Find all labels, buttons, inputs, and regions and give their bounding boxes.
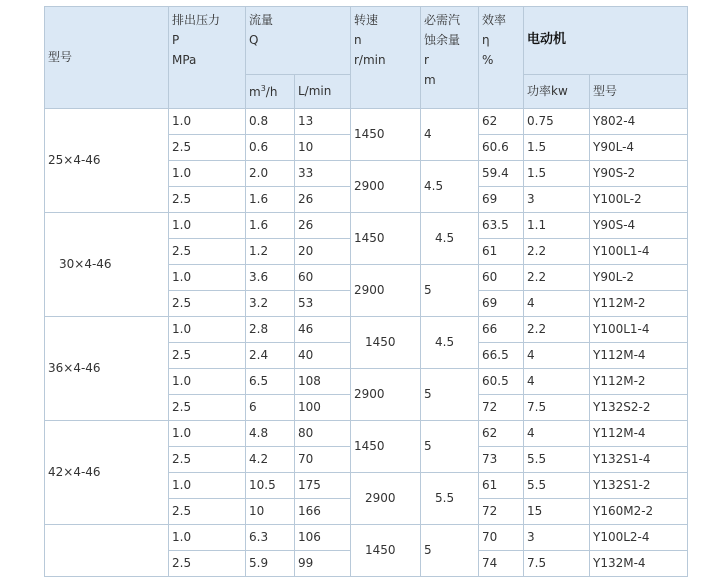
efficiency-cell: 66.5 <box>479 343 524 369</box>
header-motor-power: 功率kw <box>524 75 590 109</box>
model-cell: 25×4-46 <box>45 109 169 213</box>
motor-power-cell: 3 <box>524 525 590 551</box>
pump-spec-table <box>44 6 688 577</box>
table-row <box>45 317 688 343</box>
motor-model-cell: Y132S2-2 <box>590 395 688 421</box>
motor-model-cell: Y100L2-4 <box>590 525 688 551</box>
flow-m3h-cell: 1.2 <box>246 239 295 265</box>
speed-cell: 1450 <box>351 525 421 577</box>
npsh-cell: 4 <box>421 109 479 161</box>
model-cell <box>45 525 169 577</box>
motor-power-cell: 7.5 <box>524 551 590 577</box>
flow-m3h-cell: 2.4 <box>246 343 295 369</box>
efficiency-cell: 69 <box>479 187 524 213</box>
motor-model-cell: Y132S1-2 <box>590 473 688 499</box>
pressure-cell: 1.0 <box>169 525 246 551</box>
motor-power-cell: 2.2 <box>524 239 590 265</box>
speed-cell: 1450 <box>351 213 421 265</box>
npsh-cell: 4.5 <box>421 317 479 369</box>
motor-power-cell: 4 <box>524 369 590 395</box>
motor-model-cell: Y112M-4 <box>590 343 688 369</box>
efficiency-cell: 60.5 <box>479 369 524 395</box>
motor-model-cell: Y112M-4 <box>590 421 688 447</box>
flow-m3h-cell: 3.2 <box>246 291 295 317</box>
efficiency-cell: 60.6 <box>479 135 524 161</box>
flow-lmin-cell: 53 <box>295 291 351 317</box>
flow-m3h-cell: 0.8 <box>246 109 295 135</box>
pressure-cell: 1.0 <box>169 265 246 291</box>
flow-m3h-cell: 1.6 <box>246 187 295 213</box>
flow-m3h-cell: 10.5 <box>246 473 295 499</box>
speed-cell: 2900 <box>351 473 421 525</box>
speed-cell: 1450 <box>351 317 421 369</box>
pressure-cell: 2.5 <box>169 447 246 473</box>
pressure-cell: 1.0 <box>169 213 246 239</box>
flow-lmin-cell: 99 <box>295 551 351 577</box>
pressure-cell: 1.0 <box>169 317 246 343</box>
motor-model-cell: Y112M-2 <box>590 369 688 395</box>
flow-m3h-cell: 0.6 <box>246 135 295 161</box>
header-motor: 电动机 <box>524 7 688 75</box>
npsh-cell: 4.5 <box>421 161 479 213</box>
flow-lmin-cell: 60 <box>295 265 351 291</box>
motor-power-cell: 2.2 <box>524 265 590 291</box>
flow-m3h-cell: 4.2 <box>246 447 295 473</box>
npsh-cell: 5.5 <box>421 473 479 525</box>
speed-cell: 2900 <box>351 265 421 317</box>
flow-lmin-cell: 10 <box>295 135 351 161</box>
motor-power-cell: 0.75 <box>524 109 590 135</box>
efficiency-cell: 66 <box>479 317 524 343</box>
flow-m3h-cell: 6.3 <box>246 525 295 551</box>
motor-power-cell: 2.2 <box>524 317 590 343</box>
motor-power-cell: 4 <box>524 291 590 317</box>
flow-lmin-cell: 33 <box>295 161 351 187</box>
motor-model-cell: Y112M-2 <box>590 291 688 317</box>
model-cell: 30×4-46 <box>45 213 169 317</box>
table-row <box>45 109 688 135</box>
flow-lmin-cell: 20 <box>295 239 351 265</box>
table-row <box>45 525 688 551</box>
npsh-cell: 5 <box>421 421 479 473</box>
pressure-cell: 2.5 <box>169 187 246 213</box>
motor-model-cell: Y90L-2 <box>590 265 688 291</box>
motor-model-cell: Y132S1-4 <box>590 447 688 473</box>
motor-power-cell: 1.1 <box>524 213 590 239</box>
npsh-cell: 5 <box>421 525 479 577</box>
speed-cell: 1450 <box>351 421 421 473</box>
efficiency-cell: 72 <box>479 499 524 525</box>
efficiency-cell: 72 <box>479 395 524 421</box>
efficiency-cell: 70 <box>479 525 524 551</box>
pressure-cell: 1.0 <box>169 421 246 447</box>
efficiency-cell: 62 <box>479 421 524 447</box>
pressure-cell: 2.5 <box>169 239 246 265</box>
header-flow-lmin: L/min <box>295 75 351 109</box>
table-row <box>45 213 688 239</box>
motor-model-cell: Y132M-4 <box>590 551 688 577</box>
efficiency-cell: 60 <box>479 265 524 291</box>
efficiency-cell: 61 <box>479 239 524 265</box>
motor-model-cell: Y160M2-2 <box>590 499 688 525</box>
flow-lmin-cell: 166 <box>295 499 351 525</box>
motor-power-cell: 5.5 <box>524 447 590 473</box>
npsh-cell: 5 <box>421 369 479 421</box>
motor-model-cell: Y90S-4 <box>590 213 688 239</box>
motor-power-cell: 1.5 <box>524 161 590 187</box>
flow-m3h-cell: 2.0 <box>246 161 295 187</box>
pressure-cell: 2.5 <box>169 395 246 421</box>
pressure-cell: 2.5 <box>169 551 246 577</box>
flow-lmin-cell: 80 <box>295 421 351 447</box>
header-motor-model: 型号 <box>590 75 688 109</box>
flow-m3h-cell: 2.8 <box>246 317 295 343</box>
flow-lmin-cell: 70 <box>295 447 351 473</box>
flow-lmin-cell: 26 <box>295 187 351 213</box>
motor-model-cell: Y90L-4 <box>590 135 688 161</box>
motor-power-cell: 1.5 <box>524 135 590 161</box>
header-speed: 转速 n r/min <box>351 7 421 109</box>
speed-cell: 2900 <box>351 161 421 213</box>
header-pressure: 排出压力 P MPa <box>169 7 246 109</box>
efficiency-cell: 61 <box>479 473 524 499</box>
header-efficiency: 效率 η % <box>479 7 524 109</box>
efficiency-cell: 69 <box>479 291 524 317</box>
motor-model-cell: Y100L1-4 <box>590 239 688 265</box>
motor-power-cell: 3 <box>524 187 590 213</box>
motor-power-cell: 4 <box>524 343 590 369</box>
flow-lmin-cell: 108 <box>295 369 351 395</box>
flow-m3h-cell: 6 <box>246 395 295 421</box>
pressure-cell: 2.5 <box>169 135 246 161</box>
motor-model-cell: Y100L1-4 <box>590 317 688 343</box>
flow-lmin-cell: 13 <box>295 109 351 135</box>
pressure-cell: 2.5 <box>169 291 246 317</box>
flow-lmin-cell: 106 <box>295 525 351 551</box>
flow-lmin-cell: 40 <box>295 343 351 369</box>
efficiency-cell: 59.4 <box>479 161 524 187</box>
efficiency-cell: 73 <box>479 447 524 473</box>
efficiency-cell: 62 <box>479 109 524 135</box>
efficiency-cell: 63.5 <box>479 213 524 239</box>
flow-m3h-cell: 6.5 <box>246 369 295 395</box>
pressure-cell: 1.0 <box>169 109 246 135</box>
flow-m3h-cell: 10 <box>246 499 295 525</box>
speed-cell: 2900 <box>351 369 421 421</box>
flow-lmin-cell: 175 <box>295 473 351 499</box>
header-model: 型号 <box>45 7 169 109</box>
motor-model-cell: Y100L-2 <box>590 187 688 213</box>
pressure-cell: 1.0 <box>169 473 246 499</box>
model-cell: 36×4-46 <box>45 317 169 421</box>
flow-lmin-cell: 100 <box>295 395 351 421</box>
motor-power-cell: 7.5 <box>524 395 590 421</box>
speed-cell: 1450 <box>351 109 421 161</box>
motor-power-cell: 15 <box>524 499 590 525</box>
efficiency-cell: 74 <box>479 551 524 577</box>
flow-m3h-cell: 1.6 <box>246 213 295 239</box>
flow-m3h-cell: 4.8 <box>246 421 295 447</box>
header-npsh: 必需汽 蚀余量 r m <box>421 7 479 109</box>
pressure-cell: 2.5 <box>169 343 246 369</box>
pressure-cell: 1.0 <box>169 369 246 395</box>
flow-m3h-cell: 3.6 <box>246 265 295 291</box>
motor-model-cell: Y90S-2 <box>590 161 688 187</box>
model-cell: 42×4-46 <box>45 421 169 525</box>
motor-power-cell: 5.5 <box>524 473 590 499</box>
header-flow: 流量 Q <box>246 7 351 75</box>
motor-model-cell: Y802-4 <box>590 109 688 135</box>
table-row <box>45 421 688 447</box>
flow-lmin-cell: 46 <box>295 317 351 343</box>
pressure-cell: 2.5 <box>169 499 246 525</box>
npsh-cell: 4.5 <box>421 213 479 265</box>
flow-m3h-cell: 5.9 <box>246 551 295 577</box>
pressure-cell: 1.0 <box>169 161 246 187</box>
flow-lmin-cell: 26 <box>295 213 351 239</box>
motor-power-cell: 4 <box>524 421 590 447</box>
npsh-cell: 5 <box>421 265 479 317</box>
header-flow-m3h: $m^3/h$ <box>246 75 295 109</box>
